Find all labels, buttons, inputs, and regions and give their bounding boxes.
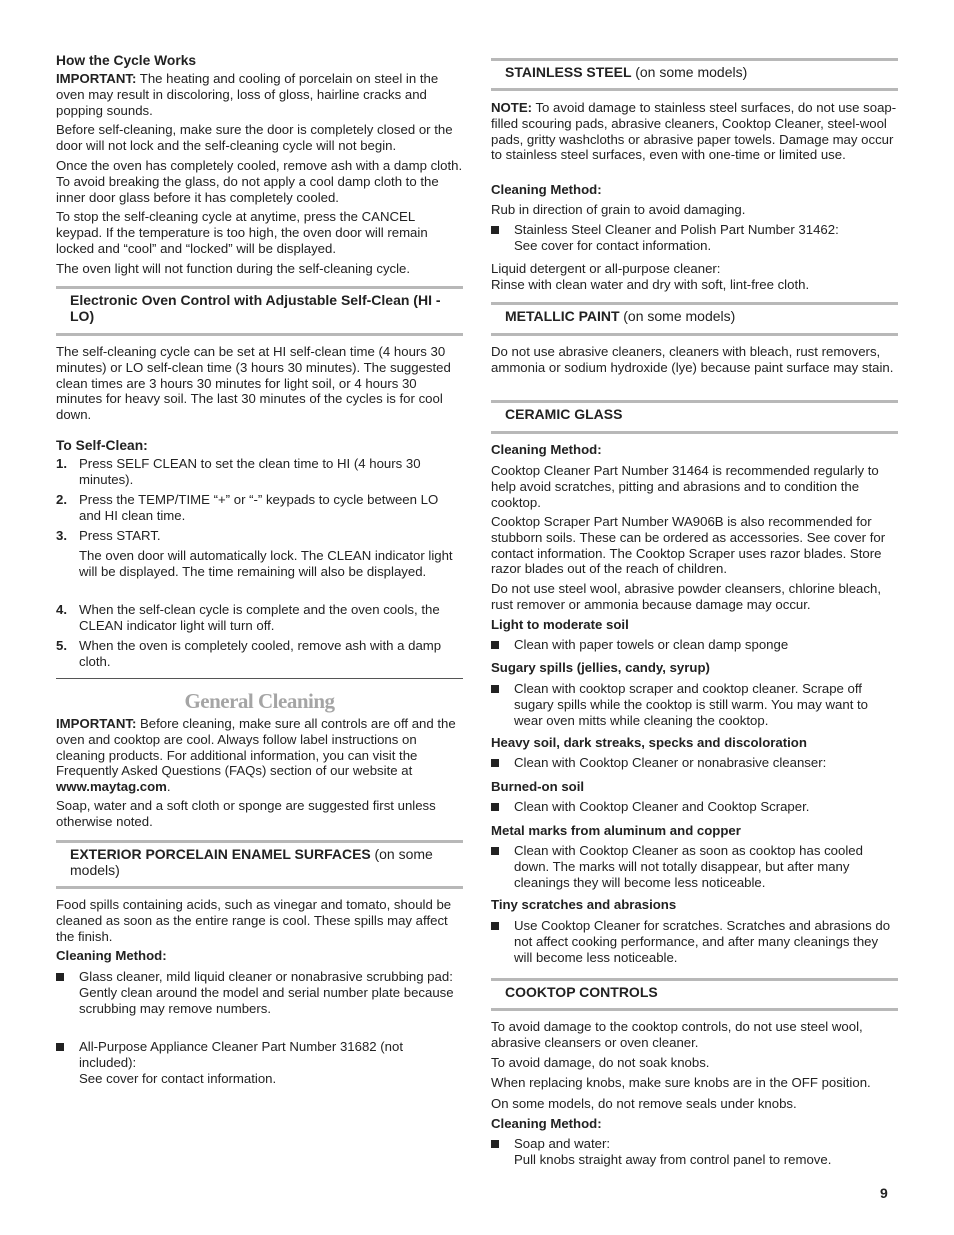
soil-metal-item: Clean with Cooktop Cleaner as soon as cooktop has cooled down. The marks will not totally disappear, but after many cleanings they will become less noticeable. [491, 843, 898, 890]
metallic-paint-warning: Do not use abrasive cleaners, cleaners with bleach, rust removers, ammonia or sodium hydroxide (lye) because paint surface may stain. [491, 344, 894, 375]
soil-light-item: Clean with paper towels or clean damp sponge [491, 637, 898, 653]
soil-sugary-item: Clean with cooktop scraper and cooktop cleaner. Scrape off sugary spills while the cooktop is still warm. You may want to wear oven mitts while cleaning the cooktop. [491, 681, 898, 728]
step-4: 4. When the self-clean cycle is complete and the oven cools, the CLEAN indicator light will turn off. [56, 602, 440, 633]
stainless-liquid-detergent: Liquid detergent or all-purpose cleaner: Rinse with clean water and dry with soft, lint-free cloth. [491, 261, 810, 292]
metallic-paint-band: METALLIC PAINT (on some models) [491, 302, 898, 336]
bullet-icon [491, 922, 499, 930]
soil-metal-heading: Metal marks from aluminum and copper [491, 823, 741, 838]
controls-avoid-damage: To avoid damage to the cooktop controls, do not use steel wool, abrasive cleansers or oven cleaner. [491, 1019, 863, 1050]
step-5: 5. When the oven is completely cooled, remove ash with a damp cloth. [56, 638, 442, 669]
soil-burned-item: Clean with Cooktop Cleaner and Cooktop Scraper. [491, 799, 898, 815]
step-1: 1. Press SELF CLEAN to set the clean time to HI (4 hours 30 minutes). [56, 456, 421, 487]
soil-scratches-heading: Tiny scratches and abrasions [491, 897, 677, 912]
exterior-cleaning-method: Cleaning Method: [56, 948, 167, 963]
section-divider [56, 678, 463, 679]
ceramic-do-not-use: Do not use steel wool, abrasive powder cleansers, chlorine bleach, rust remover or ammonia because damage may occur. [491, 581, 881, 612]
cycle-important: IMPORTANT: The heating and cooling of porcelain on steel in the oven may result in discoloring, loss of gloss, hairline cracks and popping sounds. [56, 71, 439, 118]
step-2: 2. Press the TEMP/TIME “+” or “-” keypads to cycle between LO and HI clean time. [56, 492, 439, 523]
gc-soap-water: Soap, water and a soft cloth or sponge are suggested first unless otherwise noted. [56, 798, 436, 829]
eoc-description: The self-cleaning cycle can be set at HI self-clean time (4 hours 30 minutes) or LO self-clean time (3 hours 30 minutes). The suggested clean times are 3 hours 30 minutes for light soil, or 4 hours 30 minutes for heavy soil. The last 30 minutes of the cycles is for cool down. [56, 344, 451, 423]
cycle-remove-ash: Once the oven has completely cooled, remove ash with a damp cloth. To avoid breaking the glass, do not apply a cool damp cloth to the inner door glass before it has completely cooled. [56, 158, 463, 205]
step-3-detail: The oven door will automatically lock. The CLEAN indicator light will be displayed. The time remaining will also be displayed. [79, 548, 453, 579]
cycle-door-closed: Before self-cleaning, make sure the door is completely closed or the door will not lock and the self-cleaning cycle will not begin. [56, 122, 453, 153]
cooktop-controls-title: COOKTOP CONTROLS [505, 984, 658, 1000]
exterior-food-spills: Food spills containing acids, such as vinegar and tomato, should be cleaned as soon as the entire range is cool. These spills may affect the finish. [56, 897, 452, 944]
gc-important: IMPORTANT: Before cleaning, make sure all controls are off and the oven and cooktop are cool. Always follow label instructions on cleaning products. For additional information, you can visit the Frequently Asked Questions (FAQs) section of our website at www.maytag.com. [56, 716, 456, 795]
ceramic-cooktop-cleaner: Cooktop Cleaner Part Number 31464 is recommended regularly to help avoid scratches, pitting and abrasions and to condition the cooktop. [491, 463, 879, 510]
soil-light-heading: Light to moderate soil [491, 617, 629, 632]
metallic-paint-title: METALLIC PAINT [505, 308, 620, 324]
bullet-icon [491, 803, 499, 811]
cooktop-controls-band [491, 978, 898, 1011]
page-number: 9 [880, 1185, 888, 1201]
soil-scratches-item: Use Cooktop Cleaner for scratches. Scratches and abrasions do not affect cooking performance, and after many cleanings they will become less noticeable. [491, 918, 898, 965]
self-clean-heading: To Self-Clean: [56, 438, 148, 453]
cycle-stop: To stop the self-cleaning cycle at anytime, press the CANCEL keypad. If the temperature is too high, the oven door will remain locked and “cool” and “locked” will be displayed. [56, 209, 428, 256]
soil-heavy-item: Clean with Cooktop Cleaner or nonabrasive cleanser: [491, 755, 898, 771]
stainless-note: NOTE: To avoid damage to stainless steel surfaces, do not use soap-filled scouring pads, abrasive cleaners, Cooktop Cleaner, steel-wool pads, gritty washcloths or abrasive paper towels. Damage may occur to stainless steel surfaces, even with one-time or limited use. [491, 100, 897, 163]
stainless-bullet-polish: Stainless Steel Cleaner and Polish Part Number 31462: See cover for contact information. [491, 222, 898, 254]
general-cleaning-title: General Cleaning [184, 689, 335, 713]
stainless-steel-band: STAINLESS STEEL (on some models) [491, 58, 898, 91]
controls-bullet-soap: Soap and water: Pull knobs straight away from control panel to remove. [491, 1136, 898, 1168]
cycle-oven-light: The oven light will not function during the self-cleaning cycle. [56, 261, 411, 276]
bullet-icon [56, 973, 64, 981]
ceramic-glass-band [491, 400, 898, 434]
exterior-section-title: EXTERIOR PORCELAIN ENAMEL SURFACES [70, 846, 371, 862]
ceramic-cooktop-scraper: Cooktop Scraper Part Number WA906B is also recommended for stubborn soils. These can be ordered as accessories. See cover for contact information. The Cooktop Scraper uses razor blades. Store razor blades out of the reach of children. [491, 514, 886, 577]
ceramic-glass-title: CERAMIC GLASS [505, 406, 623, 422]
bullet-icon [491, 685, 499, 693]
bullet-icon [491, 226, 499, 234]
bullet-icon [491, 1140, 499, 1148]
soil-heavy-heading: Heavy soil, dark streaks, specks and discoloration [491, 735, 807, 750]
cycle-heading: How the Cycle Works [56, 53, 197, 68]
controls-seals: On some models, do not remove seals under knobs. [491, 1096, 797, 1111]
stainless-steel-title: STAINLESS STEEL [505, 64, 632, 80]
stainless-cleaning-method: Cleaning Method: [491, 182, 602, 197]
exterior-section-band: EXTERIOR PORCELAIN ENAMEL SURFACES (on some models) [56, 840, 463, 889]
bullet-icon [491, 759, 499, 767]
controls-knobs-off: When replacing knobs, make sure knobs are in the OFF position. [491, 1075, 871, 1090]
controls-no-soak: To avoid damage, do not soak knobs. [491, 1055, 710, 1070]
soil-sugary-heading: Sugary spills (jellies, candy, syrup) [491, 660, 710, 675]
ceramic-cleaning-method: Cleaning Method: [491, 442, 602, 457]
controls-cleaning-method: Cleaning Method: [491, 1116, 602, 1131]
stainless-rub-grain: Rub in direction of grain to avoid damaging. [491, 202, 746, 217]
step-3: 3. Press START. [56, 528, 161, 543]
bullet-icon [491, 847, 499, 855]
eoc-section-band [56, 286, 463, 336]
eoc-section-title: Electronic Oven Control with Adjustable Self-Clean (HI - LO) [70, 292, 441, 324]
soil-burned-heading: Burned-on soil [491, 779, 585, 794]
bullet-icon [56, 1043, 64, 1051]
bullet-icon [491, 641, 499, 649]
exterior-bullet-glass-cleaner: Glass cleaner, mild liquid cleaner or nonabrasive scrubbing pad: Gently clean around the model and serial number plate because scrubbing may remove numbers. [56, 969, 463, 1016]
exterior-bullet-all-purpose: All-Purpose Appliance Cleaner Part Number 31682 (not included): See cover for contact information. [56, 1039, 463, 1086]
website-link[interactable]: www.maytag.com [56, 779, 167, 795]
